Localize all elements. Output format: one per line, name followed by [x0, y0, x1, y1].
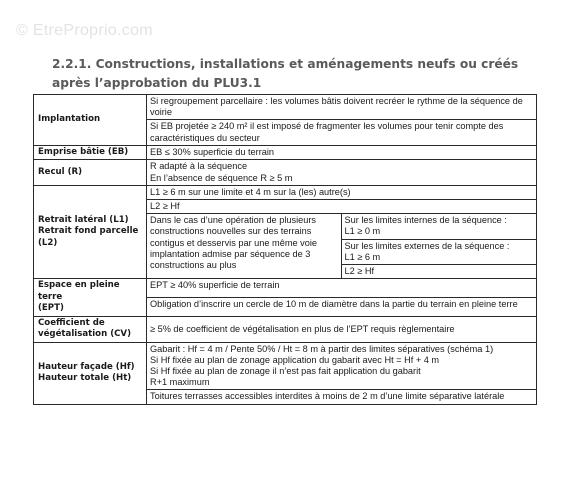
watermark: © EtreProprio.com: [16, 22, 153, 39]
cell-line: Si Hf fixée au plan de zonage il n’est pas fait application du gabarit: [150, 366, 421, 377]
label-line: Retrait latéral (L1): [38, 214, 129, 225]
label-line: (L2): [38, 237, 58, 248]
internes-block: [342, 214, 537, 239]
row-label-recul: Recul (R): [34, 160, 147, 185]
sequence-subtable: [147, 214, 536, 278]
cell-text: Si regroupement parcellaire : les volumes bâtis doivent recréer le rythme de la séquence de voirie: [147, 95, 537, 120]
cell-line: L1 ≥ 6 m: [344, 251, 381, 262]
cell-line: Sur les limites internes de la séquence :: [344, 215, 507, 226]
cell-text: Dans le cas d’une opération de plusieurs constructions nouvelles sur des terrains contigus et desservis par une même voie implantation admise par séquence de 3 constructions au plus: [150, 215, 317, 270]
label-line: Espace en pleine terre: [38, 280, 120, 302]
table-row: [34, 145, 537, 160]
rules-table: [33, 94, 537, 405]
cell-line: En l’absence de séquence R ≥ 5 m: [150, 172, 293, 183]
cell-text: EPT ≥ 40% superficie de terrain: [147, 279, 537, 298]
cell-text: [147, 342, 537, 390]
label-line: Coefficient de: [38, 317, 105, 328]
row-label-emprise: Emprise bâtie (EB): [34, 145, 147, 160]
externes-block: [342, 240, 537, 265]
row-label-retrait: [34, 185, 147, 278]
operation-cell: [147, 214, 341, 278]
table-row: [34, 316, 537, 342]
cell-split: [147, 214, 537, 279]
table-row: [34, 185, 537, 199]
row-label-ept: [34, 279, 147, 317]
cell-text: L2 ≥ Hf: [147, 199, 537, 213]
cell-text: [147, 160, 537, 185]
section-heading: 2.2.1. Constructions, installations et aménagements neufs ou créés après l’approbation du PLU3.1: [52, 57, 519, 90]
label-line: végétalisation (CV): [38, 329, 132, 340]
row-label-hauteur: [34, 342, 147, 404]
cell-line: R adapté à la séquence: [150, 161, 248, 172]
cell-line: R+1 maximum: [150, 377, 210, 388]
row-label-implantation: Implantation: [34, 95, 147, 146]
cell-text: Toitures terrasses accessibles interdites à moins de 2 m d’une limite séparative latérale: [147, 390, 537, 404]
table-row: [34, 279, 537, 298]
externes-l2-block: [342, 265, 537, 278]
label-line: Retrait fond parcelle: [38, 226, 139, 237]
table-row: [34, 160, 537, 185]
cell-text: Si EB projetée ≥ 240 m² il est imposé de fragmenter les volumes pour tenir compte des caractéristiques du secteur: [147, 120, 537, 145]
table-row: [34, 95, 537, 120]
label-line: Hauteur façade (Hf): [38, 361, 135, 372]
label-line: (EPT): [38, 303, 64, 314]
cell-line: L1 ≥ 0 m: [344, 226, 381, 237]
cell-text: L1 ≥ 6 m sur une limite et 4 m sur la (les) autre(s): [147, 185, 537, 199]
label-line: Hauteur totale (Ht): [38, 373, 132, 384]
cell-line: Si Hf fixée au plan de zonage application du gabarit avec Ht = Hf + 4 m: [150, 354, 440, 365]
cell-line: Sur les limites externes de la séquence :: [344, 240, 510, 251]
cell-text: ≥ 5% de coefficient de végétalisation en plus de l’EPT requis règlementaire: [147, 316, 537, 342]
table-row: [34, 342, 537, 390]
limits-cell: [341, 214, 536, 278]
cell-line: Gabarit : Hf = 4 m / Pente 50% / Ht = 8 m à partir des limites séparatives (schéma 1): [150, 343, 494, 354]
row-label-cv: [34, 316, 147, 342]
cell-text: EB ≤ 30% superficie du terrain: [147, 145, 537, 160]
cell-line: L2 ≥ Hf: [344, 265, 375, 276]
cell-text: Obligation d’inscrire un cercle de 10 m de diamètre dans la partie du terrain en pleine terre: [147, 297, 537, 316]
